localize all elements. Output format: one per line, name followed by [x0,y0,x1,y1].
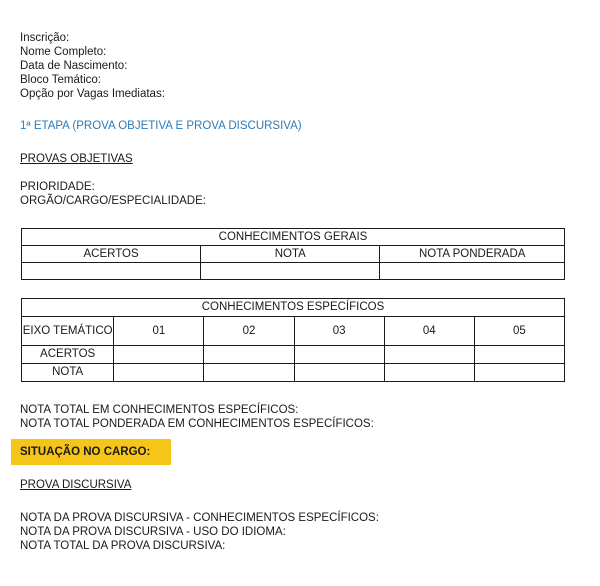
cell-acertos-05 [474,346,564,364]
field-bloco-tematico: Bloco Temático: [20,74,101,86]
general-knowledge-table [21,228,565,280]
field-opcao-vagas: Opção por Vagas Imediatas: [20,88,165,100]
field-inscricao: Inscrição: [20,32,70,44]
specific-weighted-total: NOTA TOTAL PONDERADA EM CONHECIMENTOS ESPECÍFICOS: [20,418,374,430]
general-value-nota-ponderada [380,263,565,280]
axis-01: 01 [114,317,204,346]
cell-nota-03 [294,364,384,382]
discursive-specific-score: NOTA DA PROVA DISCURSIVA - CONHECIMENTOS ESPECÍFICOS: [20,512,379,524]
field-data-nascimento: Data de Nascimento: [20,60,128,72]
discursive-total-score: NOTA TOTAL DA PROVA DISCURSIVA: [20,540,226,552]
axis-05: 05 [474,317,564,346]
axis-02: 02 [204,317,294,346]
field-nome-completo: Nome Completo: [20,46,107,58]
cell-acertos-04 [384,346,474,364]
general-value-nota [201,263,380,280]
general-col-nota: NOTA [201,246,380,263]
cell-acertos-01 [114,346,204,364]
cell-nota-04 [384,364,474,382]
row-label-nota: NOTA [22,364,114,382]
general-value-acertos [22,263,201,280]
general-col-nota-ponderada: NOTA PONDERADA [380,246,565,263]
discursive-language-score: NOTA DA PROVA DISCURSIVA - USO DO IDIOMA: [20,526,286,538]
cell-nota-01 [114,364,204,382]
stage-title: 1ª ETAPA (PROVA OBJETIVA E PROVA DISCURSIVA) [20,120,302,132]
cell-nota-05 [474,364,564,382]
specific-table-title: CONHECIMENTOS ESPECÍFICOS [22,299,565,317]
cell-nota-02 [204,364,294,382]
specific-knowledge-table [21,298,565,382]
axis-label: EIXO TEMÁTICO [22,317,114,346]
general-table-title: CONHECIMENTOS GERAIS [22,229,565,246]
cell-acertos-02 [204,346,294,364]
objective-heading: PROVAS OBJETIVAS [20,153,133,165]
row-label-acertos: ACERTOS [22,346,114,364]
status-badge: SITUAÇÃO NO CARGO: [11,439,171,465]
axis-03: 03 [294,317,384,346]
specific-total: NOTA TOTAL EM CONHECIMENTOS ESPECÍFICOS: [20,404,299,416]
discursive-heading: PROVA DISCURSIVA [20,479,132,491]
org-label: ORGÃO/CARGO/ESPECIALIDADE: [20,195,206,207]
cell-acertos-03 [294,346,384,364]
general-col-acertos: ACERTOS [22,246,201,263]
axis-04: 04 [384,317,474,346]
priority-label: PRIORIDADE: [20,181,95,193]
